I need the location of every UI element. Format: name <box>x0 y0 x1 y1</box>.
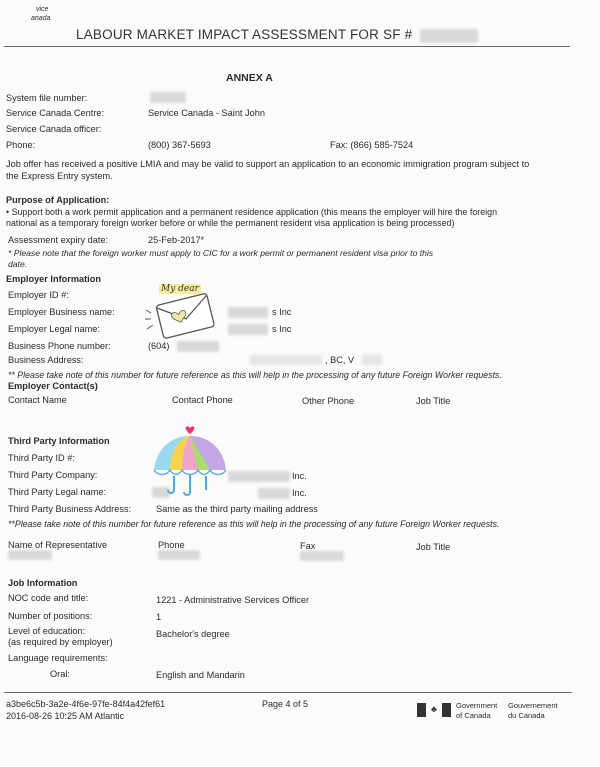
education-sub-label: (as required by employer) <box>8 637 113 647</box>
umbrella-icon <box>150 424 230 500</box>
centre-value: Service Canada - Saint John <box>148 108 265 118</box>
third-party-address-value: Same as the third party mailing address <box>156 504 318 514</box>
redacted-business-name <box>228 307 268 318</box>
redacted-file-number <box>420 29 478 43</box>
footer-hash: a3be6c5b-3a2e-4f6e-97fe-84f4a42fef61 <box>6 699 166 709</box>
redacted-rep-fax <box>300 551 344 561</box>
redacted-third-party-company <box>228 471 290 482</box>
employer-legal-name-label: Employer Legal name: <box>8 324 100 334</box>
employer-phone-label: Business Phone number: <box>8 341 111 351</box>
gov-en-1: Government <box>456 701 498 710</box>
lmia-note-line-1: Job offer has received a positive LMIA and may be valid to support an application to an economic immigration program subject to <box>6 159 530 169</box>
envelope-sticker <box>145 283 225 341</box>
third-party-company-value: Inc. <box>292 471 307 481</box>
phone-label: Phone: <box>6 140 36 150</box>
redacted-phone <box>177 341 219 352</box>
employer-contacts-heading: Employer Contact(s) <box>8 381 98 391</box>
expiry-value: 25-Feb-2017* <box>148 235 205 245</box>
contact-col-phone: Contact Phone <box>172 395 233 405</box>
redacted-file-number-value <box>150 92 186 103</box>
centre-label: Service Canada Centre: <box>6 108 105 118</box>
gov-en-2: of Canada <box>456 711 491 720</box>
employer-note: ** Please take note of this number for future reference as this will help in the processing of any future Foreign Worker requests. <box>8 370 502 380</box>
employer-id-label: Employer ID #: <box>8 290 69 300</box>
umbrella-sticker <box>150 424 230 500</box>
redacted-postal <box>362 354 382 365</box>
corner-text-1: vice <box>36 6 49 13</box>
phone-value: (800) 367-5693 <box>148 140 211 150</box>
third-party-legal-value: Inc. <box>292 488 307 498</box>
employer-heading: Employer Information <box>6 274 101 284</box>
footer-rule <box>4 692 572 693</box>
rep-col-job-title: Job Title <box>416 542 451 552</box>
gov-fr-2: du Canada <box>508 711 545 720</box>
expiry-note-line-2: date. <box>8 259 28 269</box>
noc-label: NOC code and title: <box>8 593 89 603</box>
employer-business-name-label: Employer Business name: <box>8 307 115 317</box>
education-label: Level of education: <box>8 626 86 636</box>
expiry-label: Assessment expiry date: <box>8 235 109 245</box>
sticker-text: My dear <box>161 284 199 294</box>
officer-label: Service Canada officer: <box>6 124 102 134</box>
education-value: Bachelor's degree <box>156 629 230 639</box>
expiry-note-line-1: * Please note that the foreign worker must apply to CIC for a work permit or permanent resident visa prior to this <box>8 248 434 258</box>
redacted-third-party-legal-b <box>258 488 290 499</box>
document-title: LABOUR MARKET IMPACT ASSESSMENT FOR SF # <box>76 27 413 42</box>
employer-legal-name-value: s Inc <box>272 324 292 334</box>
positions-value: 1 <box>156 612 162 622</box>
oral-label: Oral: <box>50 669 70 679</box>
positions-label: Number of positions: <box>8 611 93 621</box>
employer-phone-value: (604) <box>148 341 170 351</box>
title-rule <box>4 46 570 47</box>
job-heading: Job Information <box>8 578 78 588</box>
rep-col-name: Name of Representative <box>8 540 108 550</box>
fax-value: Fax: (866) 585-7524 <box>330 140 414 150</box>
annex-heading: ANNEX A <box>226 72 273 84</box>
noc-value: 1221 - Administrative Services Officer <box>156 595 310 605</box>
rep-col-fax: Fax <box>300 541 316 551</box>
third-party-heading: Third Party Information <box>8 436 110 446</box>
third-party-id-label: Third Party ID #: <box>8 453 75 463</box>
third-party-legal-label: Third Party Legal name: <box>8 487 107 497</box>
canada-flag-icon: ♣ <box>417 703 451 717</box>
gov-fr-1: Gouvernement <box>508 701 558 710</box>
purpose-line-1: • Support both a work permit application and a permanent residence application (this means the employer will hire the foreign <box>6 207 498 217</box>
contact-col-job-title: Job Title <box>416 396 451 406</box>
corner-text-2: anada <box>31 15 51 22</box>
rep-col-phone: Phone <box>158 540 185 550</box>
lmia-note-line-2: the Express Entry system. <box>6 171 113 181</box>
footer-page: Page 4 of 5 <box>262 699 309 709</box>
language-label: Language requirements: <box>8 653 108 663</box>
redacted-legal-name <box>228 324 268 335</box>
employer-business-name-value: s Inc <box>272 307 292 317</box>
file-number-label: System file number: <box>6 93 88 103</box>
contact-col-name: Contact Name <box>8 395 67 405</box>
footer-timestamp: 2016-08-26 10:25 AM Atlantic <box>6 711 125 721</box>
purpose-line-2: national as a temporary foreign worker before or while the permanent resident visa application is being processed) <box>6 218 455 228</box>
contact-col-other-phone: Other Phone <box>302 396 355 406</box>
purpose-heading: Purpose of Application: <box>6 195 110 205</box>
employer-address-value: , BC, V <box>325 355 355 365</box>
redacted-rep-phone <box>158 550 200 560</box>
third-party-note: **Please take note of this number for future reference as this will help in the processing of any future Foreign Worker requests. <box>8 519 500 529</box>
oral-value: English and Mandarin <box>156 670 245 680</box>
redacted-rep-name <box>8 550 52 560</box>
third-party-company-label: Third Party Company: <box>8 470 98 480</box>
redacted-address <box>250 355 322 365</box>
third-party-address-label: Third Party Business Address: <box>8 504 132 514</box>
employer-address-label: Business Address: <box>8 355 84 365</box>
